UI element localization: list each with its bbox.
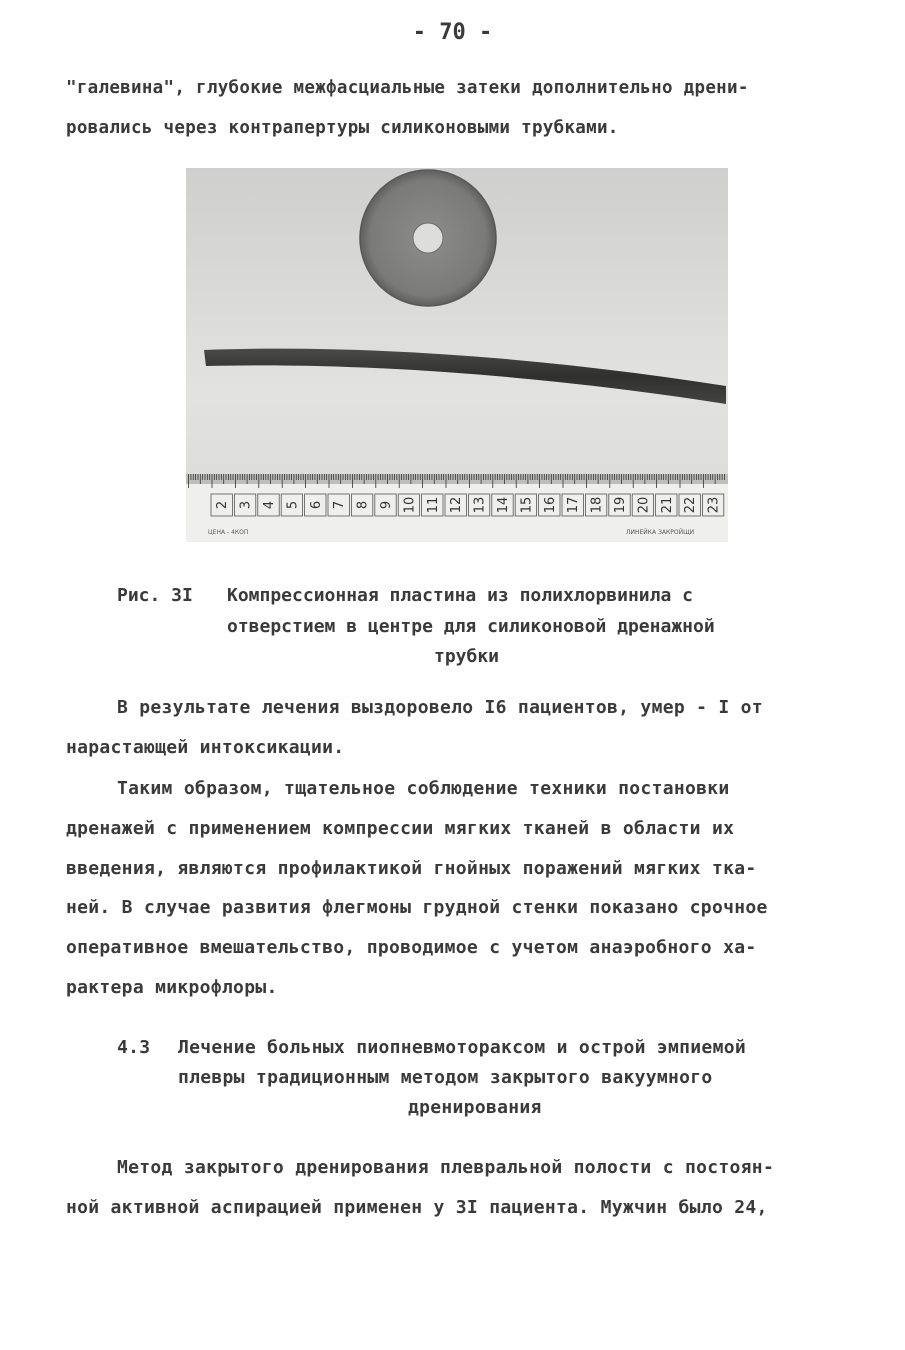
ruler-number: 13 — [472, 496, 488, 514]
ruler-number: 6 — [308, 500, 324, 510]
ruler-number: 11 — [425, 496, 441, 514]
page-number: - 70 - — [412, 20, 493, 45]
ruler-number: 15 — [519, 496, 535, 514]
text-line: оперативное вмешательство, проводимое с учетом анаэробного ха- — [66, 937, 757, 958]
plate-hole — [413, 223, 443, 253]
text-line: Таким образом, тщательное соблюдение техники постановки — [117, 778, 730, 799]
drainage-tube — [204, 349, 726, 404]
ruler-number: 5 — [285, 500, 301, 510]
ruler-number: 23 — [706, 496, 722, 514]
ruler-number: 17 — [566, 496, 582, 514]
ruler-number: 9 — [379, 500, 394, 510]
ruler-number: 18 — [589, 496, 605, 514]
ruler-right-label: ЛИНЕЙКА ЗАКРОЙЩИ — [626, 529, 695, 536]
figure-caption-line: трубки — [434, 646, 500, 667]
ruler-number: 14 — [496, 496, 511, 514]
ruler-number: 4 — [262, 500, 277, 510]
section-title-line: Лечение больных пиопневмотораксом и острой эмпиемой — [178, 1037, 746, 1058]
text-line: ровались через контрапертуры силиконовыми трубками. — [66, 118, 619, 138]
ruler-number: 20 — [636, 496, 652, 514]
text-line: введения, являются профилактикой гнойных поражений мягких тка- — [66, 858, 757, 879]
figure-photo — [186, 168, 728, 542]
ruler-number: 21 — [659, 496, 675, 514]
figure-caption-line: Компрессионная пластина из полихлорвинила с — [227, 585, 693, 606]
ruler-number: 3 — [238, 500, 254, 510]
ruler-number: 2 — [215, 500, 231, 510]
text-line: ной активной аспирацией применен у 3I пациента. Мужчин было 24, — [66, 1197, 768, 1218]
text-line: Метод закрытого дренирования плевральной полости с постоян- — [117, 1157, 775, 1178]
photo-drawing — [186, 168, 728, 542]
figure-label: Рис. 3I — [117, 585, 193, 606]
ruler-number: 7 — [332, 500, 348, 510]
ruler-number: 12 — [449, 496, 465, 514]
ruler-number: 22 — [683, 496, 699, 514]
ruler-number: 19 — [613, 496, 628, 514]
text-line: рактера микрофлоры. — [66, 977, 278, 998]
ruler-number: 8 — [355, 500, 371, 510]
section-title-line: дренирования — [408, 1097, 542, 1118]
figure-caption-line: отверстием в центре для силиконовой дренажной — [227, 616, 715, 637]
section-title-line: плевры традиционным методом закрытого вакуумного — [178, 1067, 713, 1088]
section-number: 4.3 — [117, 1037, 151, 1058]
text-line: "галевина", глубокие межфасциальные затеки дополнительно дрени- — [66, 78, 749, 98]
text-line: В результате лечения выздоровело I6 пациентов, умер - I от — [117, 697, 763, 718]
text-line: дренажей с применением компрессии мягких тканей в области их — [66, 818, 735, 839]
ruler-left-label: ЦЕНА - 4КОП — [208, 529, 249, 536]
text-line: нарастающей интоксикации. — [66, 737, 345, 758]
ruler-number: 10 — [402, 496, 418, 514]
text-line: ней. В случае развития флегмоны грудной стенки показано срочное — [66, 897, 768, 918]
ruler-number: 16 — [542, 496, 558, 514]
